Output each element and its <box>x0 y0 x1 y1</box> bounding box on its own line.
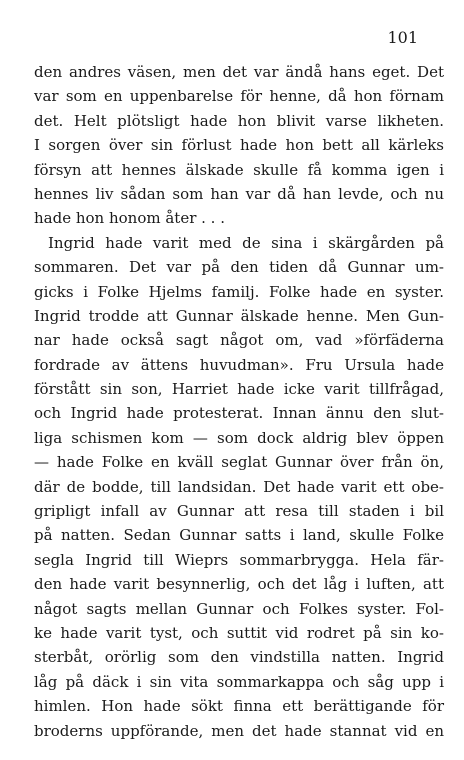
text-line: nar hade också sagt något om, vad »förfäderna <box>34 331 444 350</box>
text-line: försyn att hennes älskade skulle få komma igen i <box>34 160 444 179</box>
text-line: där de bodde, till landsidan. Det hade varit ett obe- <box>34 477 444 496</box>
text-line: hade hon honom åter . . . <box>34 209 225 228</box>
text-line: fordrade av ättens huvudman». Fru Ursula hade <box>34 355 444 374</box>
body-text <box>34 60 444 743</box>
text-line: sterbåt, orörlig som den vindstilla natten. Ingrid <box>34 648 444 667</box>
text-line: var som en uppenbarelse för henne, då hon förnam <box>34 87 444 106</box>
text-line: Ingrid trodde att Gunnar älskade henne. Men Gun- <box>34 306 444 325</box>
text-line: ke hade varit tyst, och suttit vid rodret på sin ko- <box>34 623 444 642</box>
text-line: liga schismen kom — som dock aldrig blev öppen <box>34 428 444 447</box>
text-line: himlen. Hon hade sökt finna ett berättigande för <box>34 697 444 716</box>
text-line: — hade Folke en kväll seglat Gunnar över från ön, <box>34 453 444 472</box>
text-line: det. Helt plötsligt hade hon blivit varse likheten. <box>34 111 444 130</box>
text-line: den hade varit besynnerlig, och det låg i luften, att <box>34 575 444 594</box>
text-line: sommaren. Det var på den tiden då Gunnar um- <box>34 258 444 277</box>
text-line: förstått sin son, Harriet hade icke varit tillfrågad, <box>34 380 444 399</box>
text-line: gicks i Folke Hjelms familj. Folke hade en syster. <box>34 282 444 301</box>
text-line: och Ingrid hade protesterat. Innan ännu den slut- <box>34 404 444 423</box>
text-line: broderns uppförande, men det hade stannat vid en <box>34 721 444 740</box>
text-line: Ingrid hade varit med de sina i skärgården på <box>48 233 444 252</box>
text-line: låg på däck i sin vita sommarkappa och såg upp i <box>34 672 444 691</box>
text-line: hennes liv sådan som han var då han levde, och nu <box>34 184 444 203</box>
text-line: gripligt infall av Gunnar att resa till staden i bil <box>34 502 444 521</box>
text-line: I sorgen över sin förlust hade hon bett all kärleks <box>34 136 444 155</box>
text-line: den andres väsen, men det var ändå hans eget. Det <box>34 63 444 81</box>
text-line: något sagts mellan Gunnar och Folkes syster. Fol- <box>34 599 444 618</box>
text-line: segla Ingrid till Wieprs sommarbrygga. Hela fär- <box>34 550 444 569</box>
text-line: på natten. Sedan Gunnar satts i land, skulle Folke <box>34 526 444 545</box>
page-number: 101 <box>387 28 418 47</box>
